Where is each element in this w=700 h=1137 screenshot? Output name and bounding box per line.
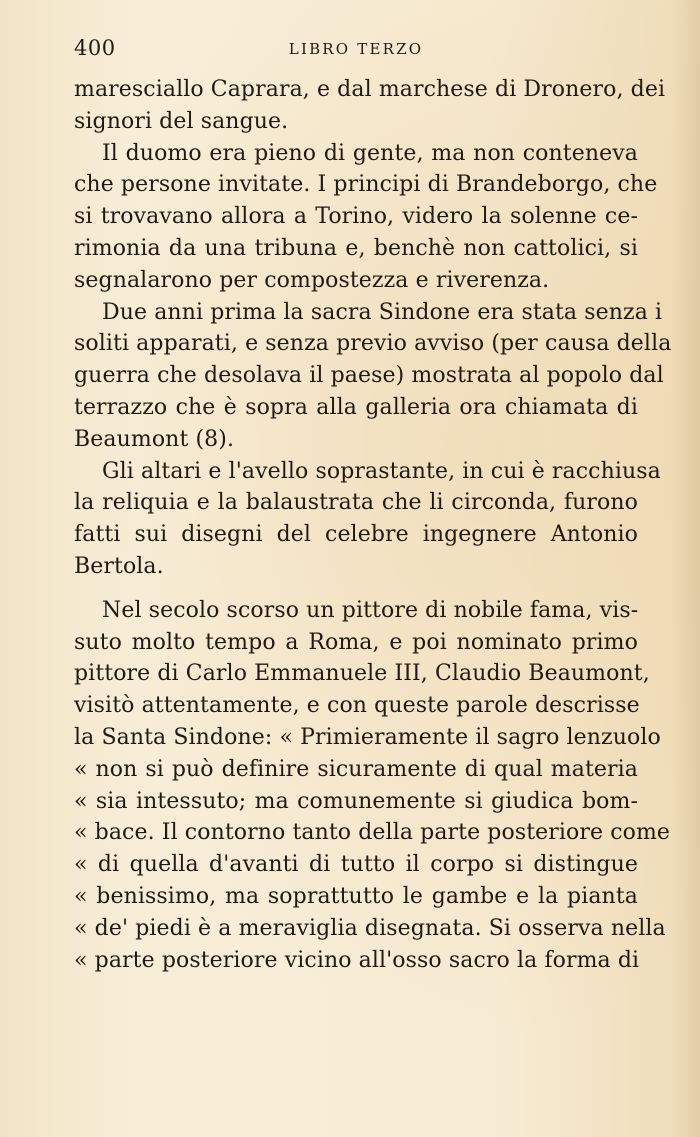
text-line: che persone invitate. I principi di Brandeborgo, che (74, 172, 658, 198)
text-line: Bertola. (74, 553, 164, 579)
page-number: 400 (74, 36, 116, 60)
text-line: guerra che desolava il paese) mostrata al popolo dal (74, 363, 664, 389)
text-line: « non si può definire sicuramente di qual materia (74, 756, 638, 782)
text-line: rimonia da una tribuna e, benchè non cattolici, si (74, 235, 638, 261)
text-line: « parte posteriore vicino all'osso sacro la forma di (74, 947, 640, 973)
text-line: soliti apparati, e senza previo avviso (per causa della (74, 331, 672, 357)
text-line: « di quella d'avanti di tutto il corpo si distingue (74, 852, 638, 878)
text-line: visitò attentamente, e con queste parole descrisse (74, 693, 640, 719)
text-line: la Santa Sindone: « Primieramente il sagro lenzuolo (74, 724, 661, 750)
text-line: Beaumont (8). (74, 426, 235, 452)
paragraph-gap (74, 583, 638, 595)
text-line: signori del sangue. (74, 108, 289, 134)
body-text (74, 74, 672, 976)
text-line: terrazzo che è sopra alla galleria ora chiamata di (74, 394, 638, 420)
page-header (74, 36, 638, 66)
text-line: Gli altari e l'avello soprastante, in cui è racchiusa (102, 458, 661, 484)
text-line: « de' piedi è a meraviglia disegnata. Si osserva nella (74, 915, 666, 941)
text-line: si trovavano allora a Torino, videro la solenne ce- (74, 204, 638, 230)
text-line: la reliquia e la balaustrata che li circonda, furono (74, 490, 638, 516)
text-line: « bace. Il contorno tanto della parte posteriore come (74, 820, 671, 846)
text-line: maresciallo Caprara, e dal marchese di Dronero, dei (74, 77, 666, 102)
text-line: Due anni prima la sacra Sindone era stata senza i (102, 299, 663, 325)
text-line: Nel secolo scorso un pittore di nobile fama, vis- (102, 597, 639, 623)
text-line: Il duomo era pieno di gente, ma non conteneva (102, 140, 638, 166)
running-head: LIBRO TERZO (288, 40, 424, 58)
text-line: suto molto tempo a Roma, e poi nominato primo (74, 629, 638, 655)
text-line: pittore di Carlo Emmanuele III, Claudio Beaumont, (74, 661, 650, 687)
text-line: « sia intessuto; ma comunemente si giudica bom- (74, 788, 638, 814)
text-line: segnalarono per compostezza e riverenza. (74, 267, 550, 293)
text-line: « benissimo, ma soprattutto le gambe e la pianta (74, 883, 638, 909)
text-line: fatti sui disegni del celebre ingegnere Antonio (74, 522, 638, 548)
